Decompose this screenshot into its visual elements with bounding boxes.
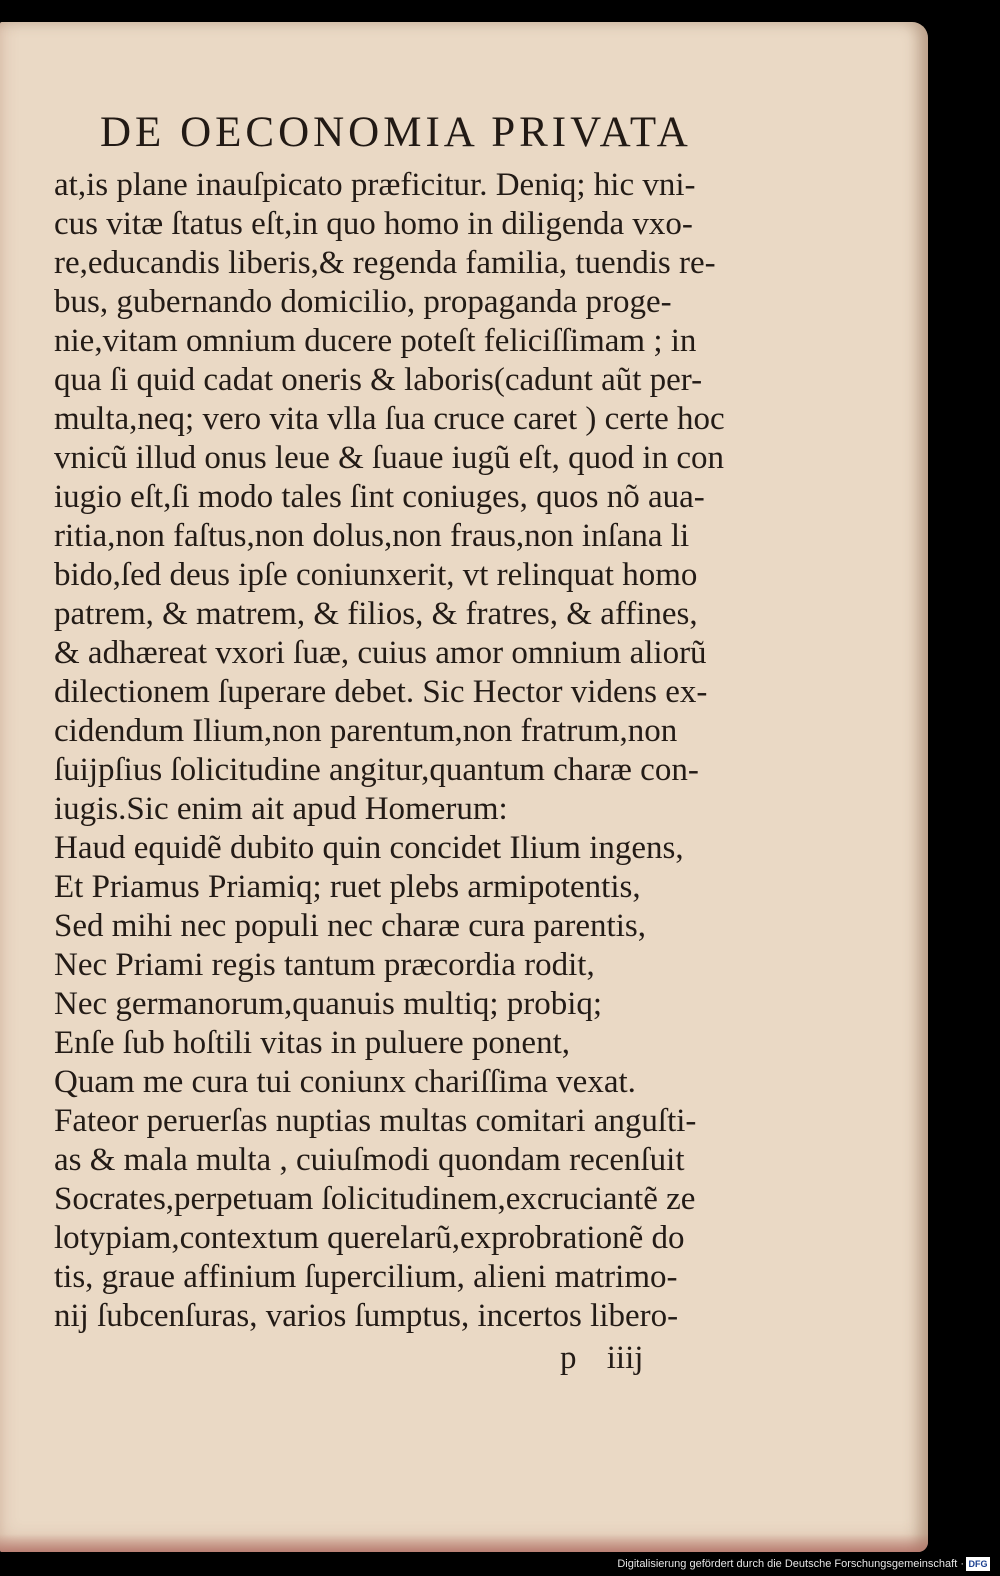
text-line: nij ſubcenſuras, varios ſumptus, incertos libero-	[54, 1298, 679, 1334]
text-line: dilectionem ſuperare debet. Sic Hector videns ex-	[54, 674, 708, 710]
verse-line: Enſe ſub hoſtili vitas in puluere ponent,	[54, 1025, 570, 1061]
signature-mark: p iiij	[560, 1340, 644, 1376]
verse-line: Et Priamus Priamiq; ruet plebs armipotentis,	[54, 869, 641, 905]
text-line: patrem, & matrem, & filios, & fratres, & affines,	[54, 596, 698, 632]
text-line: re,educandis liberis,& regenda familia, tuendis re-	[54, 245, 716, 281]
page-edge-shading	[0, 1534, 928, 1552]
text-line: iugio eſt,ſi modo tales ſint coniuges, quos nõ aua-	[54, 479, 705, 515]
text-line: nie,vitam omnium ducere poteſt feliciſſimam ; in	[54, 323, 697, 359]
text-line: bus, gubernando domicilio, propaganda proge-	[54, 284, 672, 320]
text-line: iugis.Sic enim ait apud Homerum:	[54, 791, 508, 827]
text-line: multa,neq; vero vita vlla ſua cruce caret ) certe hoc	[54, 401, 725, 437]
digitization-credit: Digitalisierung gefördert durch die Deutsche Forschungsgemeinschaft ·	[617, 1558, 964, 1570]
text-line: at,is plane inauſpicato præficitur. Deniq; hic vni-	[54, 167, 696, 203]
verse-line: Nec germanorum,quanuis multiq; probiq;	[54, 986, 603, 1022]
dfg-logo: DFG	[966, 1557, 990, 1571]
book-page	[0, 22, 928, 1552]
verse-line: Haud equidẽ dubito quin concidet Ilium ingens,	[54, 830, 684, 866]
verse-line: Quam me cura tui coniunx chariſſima vexat.	[54, 1064, 636, 1100]
verse-line: Sed mihi nec populi nec charæ cura parentis,	[54, 908, 646, 944]
text-line: ritia,non faſtus,non dolus,non fraus,non inſana li	[54, 518, 690, 554]
text-line: tis, graue affinium ſupercilium, alieni matrimo-	[54, 1259, 678, 1295]
text-line: bido,ſed deus ipſe coniunxerit, vt relinquat homo	[54, 557, 698, 593]
text-line: & adhæreat vxori ſuæ, cuius amor omnium aliorũ	[54, 635, 707, 671]
text-line: qua ſi quid cadat oneris & laboris(cadunt aũt per-	[54, 362, 703, 398]
text-line: as & mala multa , cuiuſmodi quondam recenſuit	[54, 1142, 685, 1178]
running-head: DE OECONOMIA PRIVATA	[100, 109, 692, 156]
text-line: cus vitæ ſtatus eſt,in quo homo in diligenda vxo-	[54, 206, 693, 242]
text-line: Fateor peruerſas nuptias multas comitari anguſti-	[54, 1103, 697, 1139]
text-line: vnicũ illud onus leue & ſuaue iugũ eſt, quod in con	[54, 440, 724, 476]
text-line: lotypiam,contextum querelarũ,exprobrationẽ do	[54, 1220, 685, 1256]
verse-line: Nec Priami regis tantum præcordia rodit,	[54, 947, 595, 983]
text-line: cidendum Ilium,non parentum,non fratrum,non	[54, 713, 678, 749]
text-line: ſuijpſius ſolicitudine angitur,quantum charæ con-	[54, 752, 699, 788]
body-text	[54, 166, 784, 1336]
text-line: Socrates,perpetuam ſolicitudinem,excruciantẽ ze	[54, 1181, 696, 1217]
